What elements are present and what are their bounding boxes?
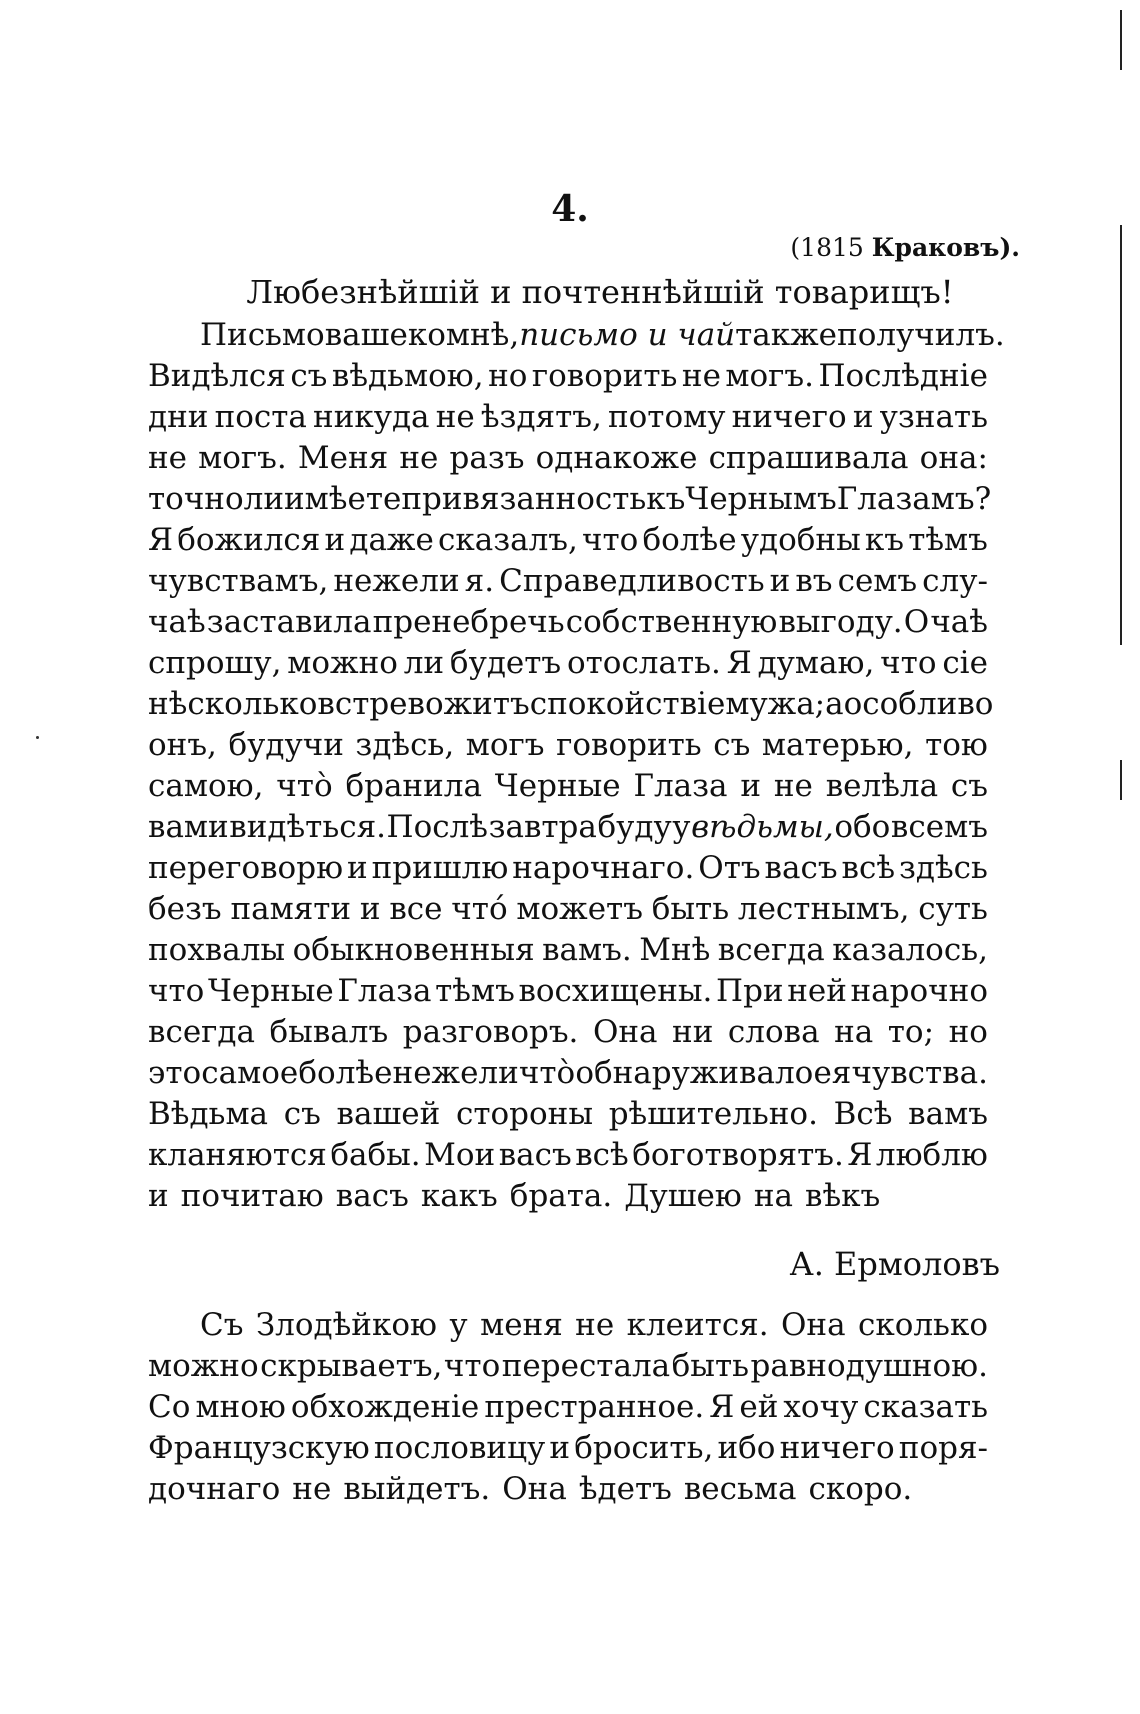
word: похвалы [148,932,286,968]
word: мною [195,1389,286,1425]
word: боготворятъ. [632,1137,844,1173]
word: и [769,563,791,599]
word: всемъ [890,809,988,845]
word: онъ, [148,727,217,763]
word: съ [290,358,328,394]
word: вамъ. [542,932,632,968]
word: буду [597,809,672,845]
word: тѣмъ [435,973,515,1009]
signature: А. Ермоловъ [789,1245,1000,1283]
word: точно [148,481,244,517]
text-line [148,766,988,807]
word: все [389,891,443,927]
word: сказать [863,1389,988,1425]
word: васъ [335,1178,409,1214]
word: что [880,645,937,681]
word: удобны [740,522,861,558]
word: къ [646,481,686,517]
word: Французскую [148,1430,370,1466]
salutation: Любезнѣйшій и почтеннѣйшій товарищъ! [246,273,954,311]
word: Справедливость [499,563,765,599]
word: Вѣдьма [148,1096,269,1132]
word: ни [672,1014,714,1050]
word: васъ [764,850,838,886]
word: разъ [449,440,525,476]
word: и [549,1430,571,1466]
text-line [148,1094,988,1135]
word: О [903,604,930,640]
word: нарочнаго. [512,850,695,886]
word: чувствамъ, [148,563,329,599]
word: Она [502,1471,567,1507]
text-line [148,1053,988,1094]
word: я. [464,563,495,599]
word: съ [950,768,988,804]
word: Мнѣ [639,932,711,968]
word: у [449,1307,468,1343]
word: она: [919,440,988,476]
word: нарочно [850,973,988,1009]
word: обо [834,809,891,845]
word: спрошу, [148,645,282,681]
word: можно [287,645,398,681]
word: поста [214,399,307,435]
word: съ [283,1096,321,1132]
text-line [148,602,988,643]
word: брата. [509,1178,613,1214]
text-line [148,397,988,438]
place-date [700,233,1020,262]
word: нежели [392,1055,519,1091]
word: ничего [779,1430,895,1466]
word: и [324,522,346,558]
word: здѣсь [898,850,988,886]
word: Она [781,1307,846,1343]
word: съ [713,727,751,763]
word: Я [847,1137,873,1173]
word: видѣться. [229,809,386,845]
word: потому [607,399,726,435]
word: меня [480,1307,563,1343]
word: всѣ [575,1137,629,1173]
word: При [716,973,784,1009]
word: а [825,686,844,722]
word: вашей [336,1096,441,1132]
scan-speck [36,736,39,739]
word: встревожитъ [317,686,530,722]
word: ибо [717,1430,776,1466]
word: выйдетъ. [343,1471,491,1507]
text-line [148,479,992,520]
word: ли [403,645,445,681]
text-line [148,561,988,602]
text-line [148,1135,988,1176]
word: Глаза [337,973,432,1009]
word: думаю, [757,645,875,681]
word: нѣсколько [148,686,318,722]
text-line [148,520,988,561]
word: престранное. [484,1389,705,1425]
word: никуда [313,399,430,435]
text-line [148,1176,988,1217]
word: слова [727,1014,820,1050]
word: тою [925,727,988,763]
word: отослать. [566,645,721,681]
word: но [948,1014,988,1050]
text-line [148,807,988,848]
word: что [148,973,205,1009]
word: Черные [207,973,334,1009]
word: и [359,891,381,927]
word: вѣкъ [805,1178,881,1214]
word: Глазамъ? [836,481,992,517]
word: Всѣ [833,1096,893,1132]
word: бабы. [330,1137,421,1173]
word: всѣ [841,850,896,886]
word: ко [407,317,446,353]
text-line [148,1428,988,1469]
word: не [399,440,439,476]
word: сказалъ, [437,522,578,558]
word: разговоръ. [402,1014,579,1050]
word: но [488,358,528,394]
text-line [148,889,988,930]
text-line [148,438,988,479]
word: Чернымъ [685,481,837,517]
word: и [148,1178,169,1214]
word: Мои [424,1137,496,1173]
word: и [347,850,368,886]
word: привязанность [401,481,647,517]
word: обыкновенныя [292,932,535,968]
word: у [672,809,691,845]
word: обхожденіе [290,1389,480,1425]
word: чтò [518,1055,576,1091]
word: безъ [148,891,222,927]
text-line [148,725,988,766]
word: самою, [148,768,264,804]
letter-body [148,315,1005,1217]
word: это [148,1055,202,1091]
word: нежели [333,563,460,599]
word: заставила [206,604,372,640]
text-line [148,1387,988,1428]
word: и [852,399,874,435]
word: въ [795,563,833,599]
word: болѣе [298,1055,393,1091]
word: Послѣдніе [818,358,988,394]
word: чтó [451,891,508,927]
word: матерью, [761,727,914,763]
text-line [148,930,988,971]
word: что [582,522,639,558]
word: не [148,440,188,476]
word: бросить, [574,1430,714,1466]
word: почитаю [180,1178,324,1214]
word: Она [592,1014,658,1050]
place-date-city: Краковъ). [871,233,1020,262]
scan-edge-mark [1120,760,1122,800]
word: можетъ [516,891,643,927]
word: и [740,768,762,804]
word: даже [349,522,434,558]
word: обнаруживало [575,1055,814,1091]
word: могъ. [198,440,287,476]
word: ничего [731,399,847,435]
word: ея [813,1055,852,1091]
word: казалось, [832,932,988,968]
word: мнѣ, [445,317,520,353]
word: Меня [297,440,389,476]
word: равнодушною. [750,1348,988,1384]
word: Съ [200,1307,244,1343]
word: завтра [488,809,597,845]
scan-edge-mark [1120,225,1122,645]
word: чаѣ [930,604,988,640]
word: къ [864,522,905,558]
word: тѣмъ [908,522,988,558]
text-line [148,643,988,684]
word: велѣла [825,768,939,804]
word: ли [243,481,284,517]
word: памяти [230,891,352,927]
word: бранила [345,768,482,804]
word: всегда [148,1014,255,1050]
word: ваше [324,317,408,353]
word: лестнымъ, [737,891,910,927]
word: Я [148,522,174,558]
text-line [148,315,1005,356]
word: пословицу [373,1430,546,1466]
word: особливо [843,686,994,722]
word: быть [671,1348,750,1384]
word: пренебречь [372,604,565,640]
text-line [148,971,988,1012]
word: самое [201,1055,299,1091]
word: на [753,1178,794,1214]
word: могъ. [725,358,814,394]
text-line [148,684,994,725]
word: болѣе [642,522,737,558]
word: ѣздятъ, [480,399,602,435]
word: мужа; [725,686,826,722]
word: Со [148,1389,191,1425]
postscript [148,1305,988,1510]
scan-edge-mark [1120,10,1122,70]
letter-number: 4. [551,188,589,230]
word: быть [651,891,730,927]
text-line [148,1469,988,1510]
word: не [773,768,813,804]
word: однакоже [535,440,698,476]
word: рѣшительно. [608,1096,818,1132]
word: скоро. [808,1471,913,1507]
word: сіе [942,645,988,681]
word: восхищены. [518,973,713,1009]
word: перестала [501,1348,671,1384]
text-line [148,848,988,889]
word: переговорю [148,850,344,886]
word: здѣсь, [355,727,455,763]
word: ѣдетъ [578,1471,672,1507]
word: выгоду. [778,604,903,640]
word: поря- [898,1430,988,1466]
word: люблю [875,1137,988,1173]
word: ей [739,1389,779,1425]
word: не [681,358,721,394]
word: вѣдьмы, [691,809,834,845]
word: Письмо [200,317,325,353]
word: можно [148,1348,259,1384]
word: чаѣ [148,604,206,640]
word: говорить [531,358,678,394]
word: узнать [879,399,988,435]
word: не [435,399,475,435]
word: всегда [717,932,825,968]
word: получилъ. [837,317,1005,353]
word: клеится. [626,1307,769,1343]
word: весьма [683,1471,797,1507]
word: спокойствіе [529,686,726,722]
word: скрываетъ, [260,1348,443,1384]
place-date-year: (1815 [790,233,864,262]
word: Отъ [698,850,761,886]
word: будучи [228,727,344,763]
word: вѣдьмою, [331,358,484,394]
text-line [148,1305,988,1346]
word: будетъ [449,645,562,681]
word: дочнаго [148,1471,281,1507]
word: не [292,1471,332,1507]
word: вами [148,809,229,845]
word: какъ [420,1178,498,1214]
word: говорить [556,727,702,763]
text-line [148,1012,988,1053]
word: имѣете [284,481,402,517]
word: Послѣ [386,809,488,845]
word: также [735,317,838,353]
word: письмо и чай [519,317,736,353]
word: вамъ [908,1096,988,1132]
word: могъ [465,727,545,763]
word: не [575,1307,615,1343]
word: дни [148,399,209,435]
text-line [148,356,988,397]
word: кланяются [148,1137,327,1173]
word: Душею [624,1178,742,1214]
word: васъ [498,1137,572,1173]
word: стороны [455,1096,593,1132]
word: собственную [565,604,778,640]
word: пришлю [371,850,509,886]
word: сколько [857,1307,988,1343]
word: спрашивала [708,440,909,476]
word: Черные [494,768,621,804]
word: божился [177,522,321,558]
word: хочу [783,1389,859,1425]
word: чтò [276,768,333,804]
word: Злодѣйкою [255,1307,438,1343]
text-line [148,1346,988,1387]
word: суть [918,891,988,927]
word: семъ [837,563,918,599]
word: бывалъ [269,1014,389,1050]
word: Видѣлся [148,358,286,394]
word: Я [709,1389,735,1425]
word: слу- [922,563,988,599]
word: чувства. [851,1055,988,1091]
word: Глаза [633,768,728,804]
word: на [834,1014,874,1050]
word: Я [726,645,752,681]
word: что [443,1348,501,1384]
word: ней [787,973,847,1009]
word: то; [887,1014,935,1050]
